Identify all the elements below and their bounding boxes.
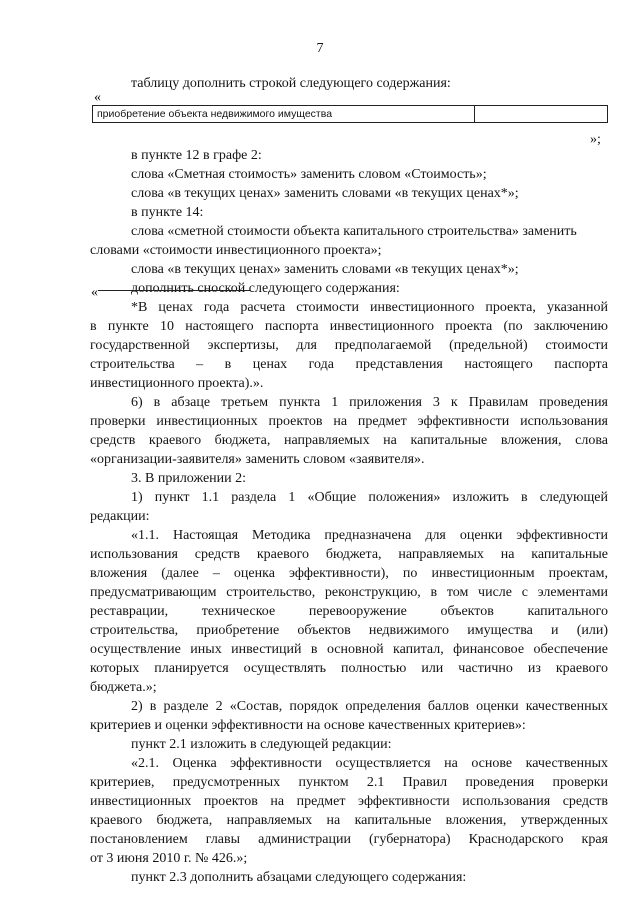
footnote-line-3: государственной экспертизы, для предполагаемой (предельной) стоимости (90, 338, 608, 353)
item-3: слова «в текущих ценах» заменить словами «в текущих ценах*»; (131, 186, 519, 201)
quote21-line-5: постановлением главы администрации (губернатора) Краснодарского края (90, 832, 608, 847)
quote11-line-5: реставрации, техническое перевооружение объектов капитального (90, 604, 608, 619)
para6-line-2: проверки инвестиционных проектов на предмет эффективности использования (90, 414, 608, 429)
quote11-line-3: вложения (далее – оценка эффективности), по инвестиционным проектам, (90, 566, 608, 581)
table-cell-1: приобретение объекта недвижимого имущества (93, 106, 475, 122)
item-4: в пункте 14: (131, 205, 204, 220)
footnote-rule (98, 290, 250, 291)
quote11-line-7: осуществление иных инвестиций в основной капитал, финансовое обеспечение (90, 642, 608, 657)
para3-heading: 3. В приложении 2: (131, 471, 247, 486)
para2-line-1: 2) в разделе 2 «Состав, порядок определения баллов оценки качественных (131, 699, 608, 714)
item-7: слова «в текущих ценах» заменить словами «в текущих ценах*»; (131, 262, 519, 277)
quote21-line-4: краевого бюджета, направляемых на капитальные вложения, утвержденных (90, 813, 608, 828)
para2-line-2: критериев и оценки эффективности на основе качественных критериев»: (90, 718, 526, 733)
para6-line-4: «организации-заявителя» заменить словом «заявителя». (90, 452, 425, 467)
p21-intro: пункт 2.1 изложить в следующей редакции: (131, 737, 392, 752)
intro-line: таблицу дополнить строкой следующего содержания: (131, 76, 451, 91)
quote11-line-6: строительства, приобретение объектов недвижимого имущества и (или) (90, 623, 608, 638)
quote21-line-2: критериев, предусмотренных пунктом 2.1 Правил проведения проверки (90, 775, 608, 790)
footnote-quote: « (91, 285, 98, 300)
page-number: 7 (316, 41, 324, 56)
quote11-line-1: «1.1. Настоящая Методика предназначена для оценки эффективности (131, 528, 608, 543)
open-quote: « (94, 90, 101, 105)
footnote-line-1: *В ценах года расчета стоимости инвестиционного проекта, указанной (131, 300, 608, 315)
footnote-line-5: инвестиционного проекта).». (90, 376, 264, 391)
item-6: словами «стоимости инвестиционного проекта»; (90, 243, 382, 258)
item-2: слова «Сметная стоимость» заменить словом «Стоимость»; (131, 167, 487, 182)
para3-1-line-1: 1) пункт 1.1 раздела 1 «Общие положения» изложить в следующей (131, 490, 608, 505)
close-quote: »; (590, 132, 601, 147)
item-1: в пункте 12 в графе 2: (131, 148, 262, 163)
para3-1-line-2: редакции: (90, 509, 150, 524)
quote21-line-3: инвестиционных проектов на предмет эффективности использования средств (90, 794, 608, 809)
quote21-line-6: от 3 июня 2010 г. № 426.»; (90, 851, 248, 866)
para6-line-1: 6) в абзаце третьем пункта 1 приложения 3 к Правилам проведения (131, 395, 608, 410)
quote11-line-9: бюджета.»; (90, 680, 157, 695)
quote11-line-4: предусматривающим строительство, реконструкцию, в том числе с элементами (90, 585, 608, 600)
quote21-line-1: «2.1. Оценка эффективности осуществляется на основе качественных (131, 756, 608, 771)
inserted-table-row (92, 105, 608, 123)
para6-line-3: средств краевого бюджета, направляемых на капитальные вложения, слова (90, 433, 608, 448)
item-5: слова «сметной стоимости объекта капитального строительства» заменить (131, 224, 577, 239)
quote11-line-8: которых планируется осуществлять полностью или частично из краевого (90, 661, 608, 676)
item-8: дополнить сноской следующего содержания: (131, 281, 400, 296)
quote11-line-2: использования средств краевого бюджета, направляемых на капитальные (90, 547, 608, 562)
footnote-line-2: в пункте 10 настоящего паспорта инвестиционного проекта (по заключению (90, 319, 608, 334)
footnote-line-4: строительства – в ценах года представления настоящего паспорта (90, 357, 608, 372)
p23-line: пункт 2.3 дополнить абзацами следующего содержания: (131, 870, 467, 885)
